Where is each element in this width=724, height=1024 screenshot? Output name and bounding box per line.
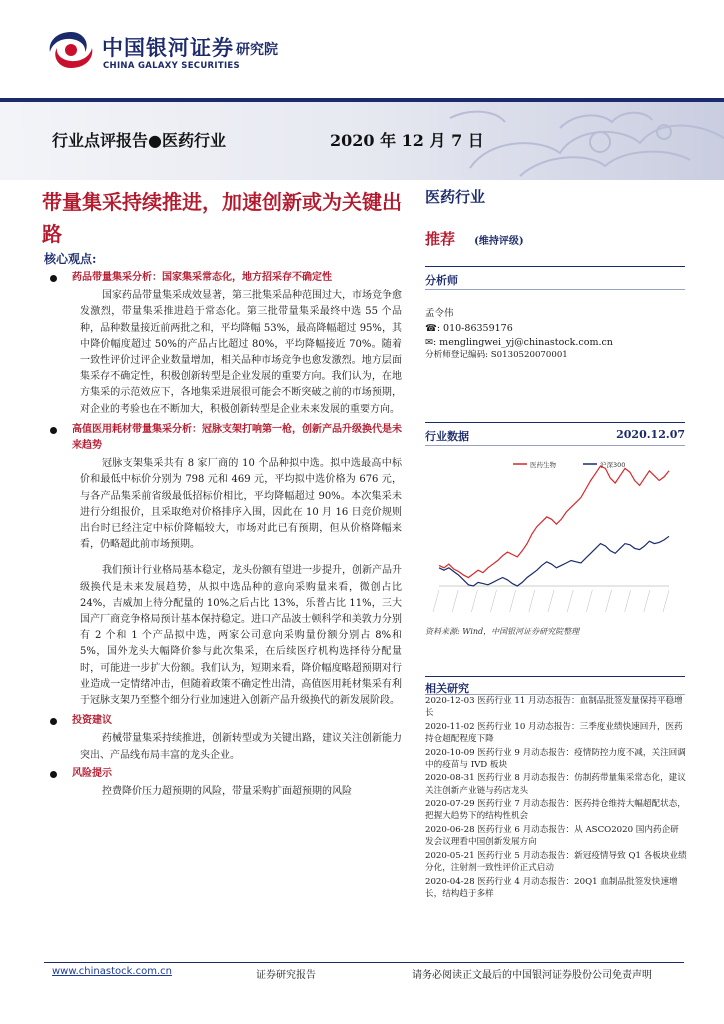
chart-x-tick: [606, 590, 612, 612]
market-data-date: 2020.12.07: [616, 428, 685, 441]
chart-x-tick: [586, 590, 592, 612]
logo-chinese-name: 中国银河证券: [102, 36, 234, 60]
chart-x-tick: [510, 590, 516, 612]
report-title: 带量集采持续推进，加速创新或为关键出路: [42, 190, 402, 246]
footer-divider: [44, 962, 684, 963]
chart-x-tick: [663, 590, 669, 612]
divider: [425, 676, 685, 677]
divider: [425, 445, 685, 446]
footer-website-link[interactable]: www.chinastock.com.cn: [52, 966, 172, 977]
section-heading: 风险提示: [44, 766, 402, 782]
section-heading: 药品带量集采分析：国家集采常态化，地方招采存不确定性: [44, 270, 402, 286]
chart-source: 资料来源: Wind，中国银河证券研究院整理: [425, 627, 580, 636]
galaxy-logo-icon: [46, 28, 96, 72]
related-research-item[interactable]: 2020-07-29 医药行业 7 月动态报告：医药持仓维持大幅超配状态，把握大趋势下的结构性机会: [425, 799, 686, 822]
divider: [425, 289, 685, 290]
section-heading: 高值医用耗材带量集采分析：冠脉支架打响第一枪，创新产品升级换代是未来趋势: [44, 422, 402, 454]
related-research-item[interactable]: 2020-10-09 医药行业 9 月动态报告：疫情防控力度不减，关注回调中的疫苗与 IVD 板块: [425, 747, 686, 770]
related-research-list: [425, 695, 687, 901]
chart-x-tick: [471, 590, 477, 612]
bullet-icon: [50, 275, 57, 282]
section-paragraph: 冠脉支架集采共有 8 家厂商的 10 个品种拟中选。拟中选最高中标价和最低中标价分别为 798 元和 469 元，平均拟中选价格为 676 元，与各产品集采前省级最低招标价相比，平均降幅超过 90%。本次集采未进行分组报价，且采取绝对价格排序入围，因此在 10 月 16 日竞价规则出台时已经注定中标价降幅较大，市场对此已有预期，但从价格降幅来看，仍略超此前市场预期。: [80, 458, 402, 551]
chart-x-tick: [548, 590, 554, 612]
logo-department: 研究院: [236, 42, 278, 58]
rating-note: (维持评级): [474, 236, 524, 247]
analyst-name: 孟令伟: [425, 308, 454, 319]
section-paragraph: 控费降价压力超预期的风险，带量采购扩面超预期的风险: [102, 786, 352, 798]
report-date: 2020 年 12 月 7 日: [330, 131, 484, 150]
chart-x-tick: [567, 590, 573, 612]
related-research-label: 相关研究: [425, 682, 469, 695]
logo-english-name: CHINA GALAXY SECURITIES: [103, 61, 240, 71]
header-banner: [0, 98, 724, 180]
company-logo: [46, 26, 306, 74]
related-research-item[interactable]: 2020-06-28 医药行业 6 月动态报告：从 ASCO2020 国内药企研发会议理看中国创新发展方向: [425, 824, 679, 848]
section-paragraph: 国家药品带量集采成效显著，第三批集采品种范围过大，市场竞争愈发激烈，带量集采推进趋于常态化。第三批带量集采最终中选 55 个品种，品种数量接近前两批之和，平均降幅 53%，最高降幅超过 95%，其中降价幅度超过 50%的产品占比超过 80%，平均降幅接近 70%。随着一致性评价过评企业数量增加，相关品种市场竞争也愈发激烈。地方层面集采存不确定性，积极创新转型是企业发展的重要方向。我们认为，在地方集采的示范效应下，各地集采进展很可能会不断突破之前的市场预期，对企业的考验也在不断加大，积极创新转型是企业未来发展的重要方向。: [80, 290, 402, 415]
rating-box: [425, 186, 685, 248]
section-paragraph: 药械带量集采持续推进，创新转型或为关键出路，建议关注创新能力突出、产品线布局丰富的龙头企业。: [80, 733, 402, 761]
chart-x-tick: [452, 590, 458, 612]
related-research-item[interactable]: 2020-05-21 医药行业 5 月动态报告：新冠疫情导致 Q1 各板块业绩分化，注射剂一致性评价正式启动: [425, 850, 687, 873]
rating: [425, 228, 524, 249]
bullet-icon: [50, 718, 57, 725]
chart-x-tick: [644, 590, 650, 612]
chart-x-tick: [433, 590, 439, 612]
section-heading: 投资建议: [44, 713, 402, 729]
analyst-label: 分析师: [425, 274, 458, 287]
industry-name: 医药行业: [425, 188, 486, 206]
chart-x-tick: [491, 590, 497, 612]
related-research-item[interactable]: 2020-04-28 医药行业 4 月动态报告：20Q1 血制品批签发快速增长，结构趋于多样: [425, 876, 678, 899]
market-data-label: 行业数据: [425, 430, 469, 443]
analyst-email[interactable]: ✉: menglingwei_yj@chinastock.com.cn: [425, 337, 613, 348]
bullet-icon: [50, 427, 57, 434]
related-research-item[interactable]: 2020-11-02 医药行业 10 月动态报告：三季度业绩快速回升，医药持仓超配程度下降: [425, 721, 683, 744]
main-body: [44, 270, 402, 802]
chart-series-line-0: [439, 466, 669, 578]
divider: [425, 422, 685, 423]
chart-series-line-1: [439, 536, 669, 586]
related-research-item[interactable]: 2020-08-31 医药行业 8 月动态报告：仿制药带量集采常态化，建议关注创新产业链与药店龙头: [425, 773, 686, 796]
chart-legend-label: 医药生物: [530, 461, 556, 469]
footer-doc-type: 证券研究报告: [256, 970, 316, 981]
core-viewpoints-label: 核心观点:: [44, 252, 97, 266]
chart-legend-label: 沪深300: [600, 461, 626, 469]
divider: [425, 266, 685, 267]
bullet-icon: [50, 771, 57, 778]
chart-x-tick: [529, 590, 535, 612]
section-paragraph: 我们预计行业格局基本稳定，龙头份额有望进一步提升，创新产品升级换代是未来发展趋势，从拟中选品种的意向采购量来看，微创占比 24%，吉威加上待分配量的 10%之后占比 13%，乐普占比 11%，三大国产厂商竞争格局预计基本保持稳定。进口产品波士顿科学和美敦力分别有 2 个和 1 个产品拟中选，两家公司意向采购量份额分别占 8%和 5%，国外龙头大幅降价参与此次集采，在后续医疗机构选择待分配量时，可能进一步扩大份额。我们认为，短期来看，降价幅度略超预期对行业造成一定情绪冲击，但随着政策不确定性出清，高值医用耗材集采有利于冠脉支架乃至整个细分行业加速进入创新产品升级换代的新发展阶段。: [80, 565, 402, 707]
rating-value: 推荐: [425, 230, 456, 248]
footer-disclaimer: 请务必阅读正文最后的中国银河证券股份公司免责声明: [412, 970, 652, 981]
chart-x-tick: [625, 590, 631, 612]
related-research-item[interactable]: 2020-12-03 医药行业 11 月动态报告：血制品批签发量保持平稳增长: [425, 696, 683, 719]
report-category: 行业点评报告●医药行业: [52, 131, 226, 150]
analyst-license: 分析师登记编码: S0130520070001: [425, 350, 568, 360]
market-data-header: [425, 428, 685, 444]
industry-chart: [425, 452, 685, 620]
analyst-phone: ☎: 010-86359176: [425, 323, 513, 334]
